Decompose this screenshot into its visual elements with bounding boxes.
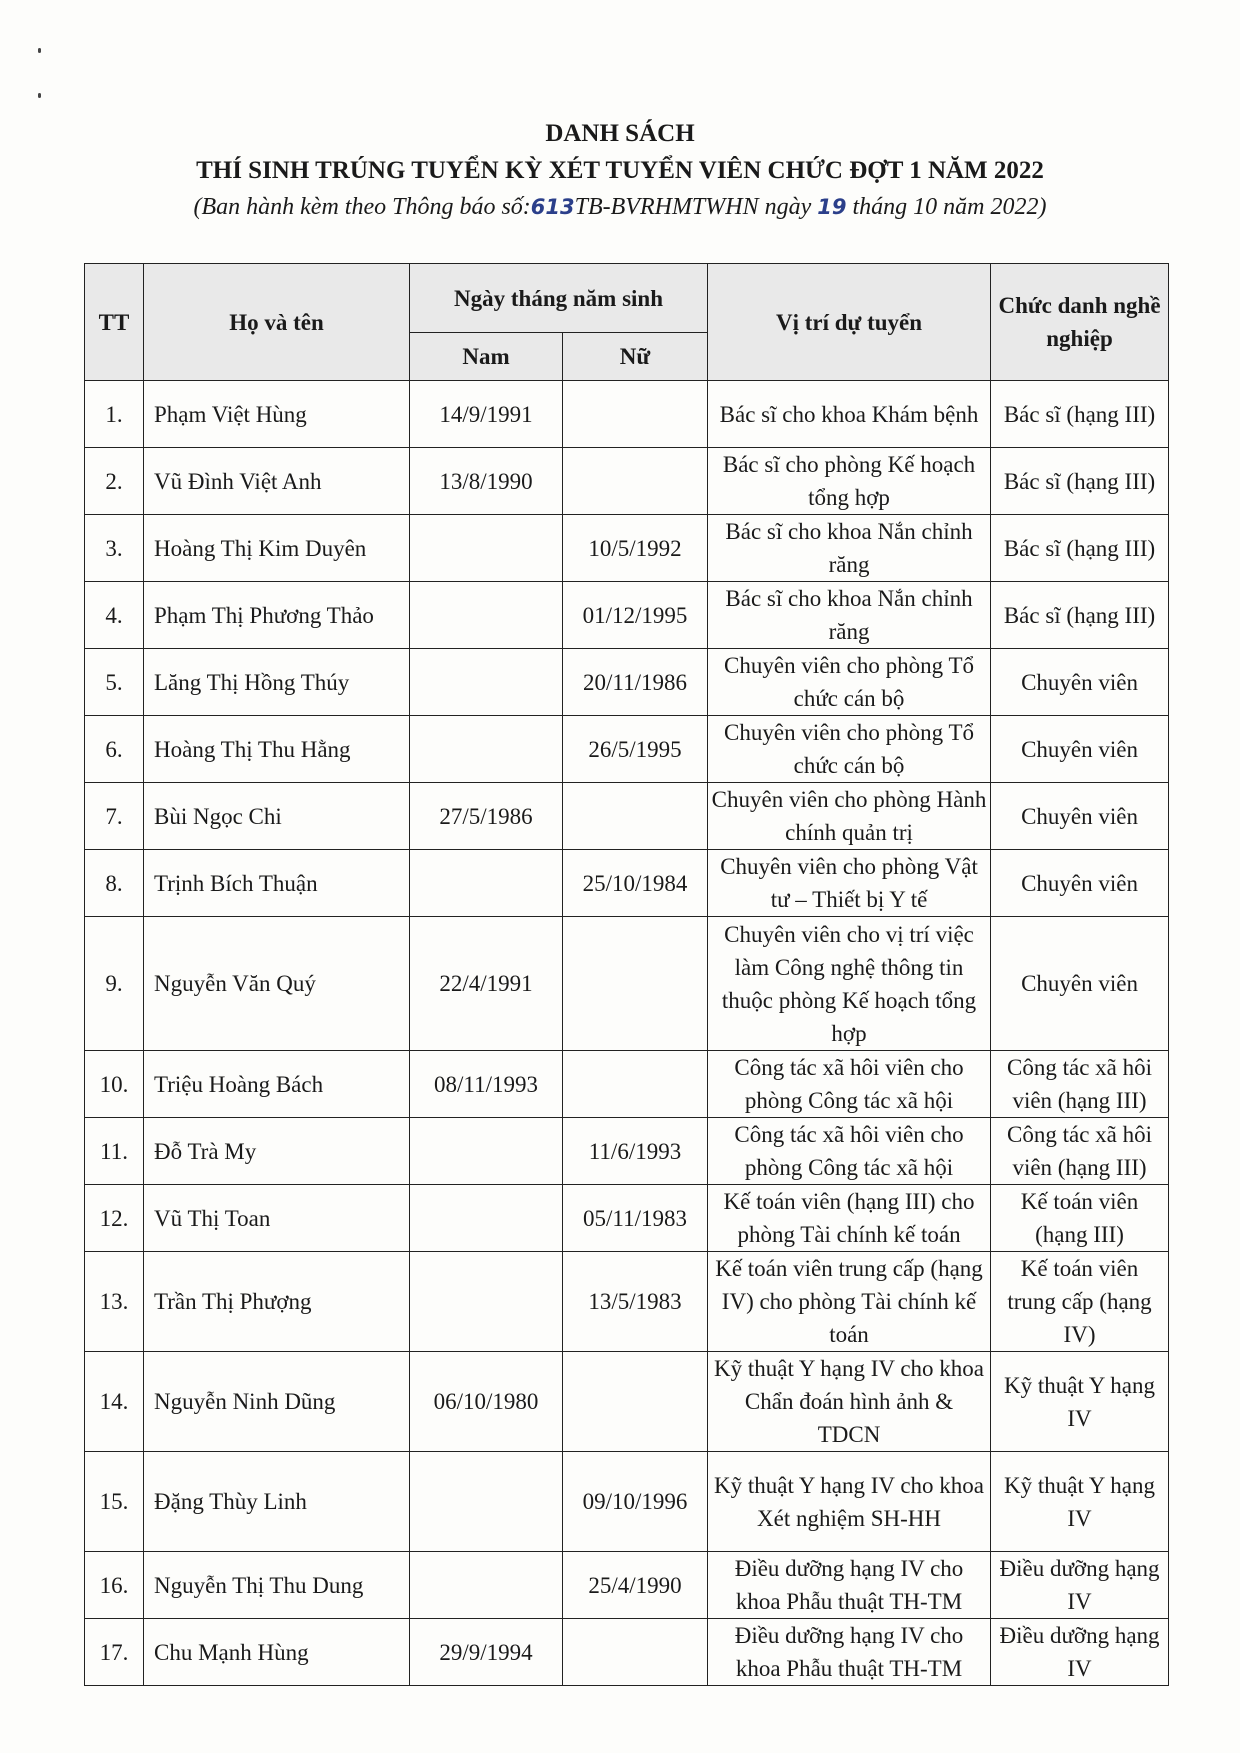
note-suffix: tháng 10 năm 2022): [846, 194, 1047, 220]
header-title: Chức danh nghề nghiệp: [991, 264, 1169, 381]
table-row: [85, 783, 1169, 850]
dob-female: 20/11/1986: [563, 649, 708, 716]
dob-male: [410, 1552, 563, 1619]
candidate-name: Chu Mạnh Hùng: [144, 1619, 410, 1686]
applied-position: Chuyên viên cho phòng Vật tư – Thiết bị Y tế: [708, 850, 991, 917]
applied-position: Công tác xã hôi viên cho phòng Công tác xã hội: [708, 1051, 991, 1118]
dob-male: [410, 1185, 563, 1252]
row-number: 15.: [85, 1452, 144, 1552]
row-number: 6.: [85, 716, 144, 783]
candidate-name: Trịnh Bích Thuận: [144, 850, 410, 917]
candidate-name: Vũ Thị Toan: [144, 1185, 410, 1252]
row-number: 13.: [85, 1252, 144, 1352]
dob-female: [563, 1051, 708, 1118]
row-number: 16.: [85, 1552, 144, 1619]
dob-male: [410, 716, 563, 783]
dob-male: [410, 1252, 563, 1352]
dob-male: [410, 515, 563, 582]
table-row: [85, 1252, 1169, 1352]
document-subtitle: THÍ SINH TRÚNG TUYỂN KỲ XÉT TUYỂN VIÊN CHỨC ĐỢT 1 NĂM 2022: [196, 157, 1044, 184]
dob-female: 26/5/1995: [563, 716, 708, 783]
row-number: 4.: [85, 582, 144, 649]
table-row: [85, 1185, 1169, 1252]
professional-title: Chuyên viên: [991, 783, 1169, 850]
candidate-name: Phạm Thị Phương Thảo: [144, 582, 410, 649]
dob-male: [410, 1118, 563, 1185]
professional-title: Kỹ thuật Y hạng IV: [991, 1352, 1169, 1452]
candidate-name: Hoàng Thị Thu Hằng: [144, 716, 410, 783]
dob-female: [563, 1352, 708, 1452]
professional-title: Chuyên viên: [991, 716, 1169, 783]
professional-title: Bác sĩ (hạng III): [991, 448, 1169, 515]
dob-male: 06/10/1980: [410, 1352, 563, 1452]
applied-position: Chuyên viên cho phòng Tổ chức cán bộ: [708, 716, 991, 783]
applied-position: Kỹ thuật Y hạng IV cho khoa Xét nghiệm SH-HH: [708, 1452, 991, 1552]
dob-female: 11/6/1993: [563, 1118, 708, 1185]
row-number: 8.: [85, 850, 144, 917]
professional-title: Chuyên viên: [991, 649, 1169, 716]
handwritten-day: 19: [817, 195, 847, 219]
dob-male: [410, 649, 563, 716]
row-number: 1.: [85, 381, 144, 448]
table-row: [85, 582, 1169, 649]
candidate-table: [84, 263, 1169, 1686]
row-number: 3.: [85, 515, 144, 582]
row-number: 17.: [85, 1619, 144, 1686]
applied-position: Kỹ thuật Y hạng IV cho khoa Chẩn đoán hình ảnh & TDCN: [708, 1352, 991, 1452]
dob-female: 13/5/1983: [563, 1252, 708, 1352]
table-row: [85, 381, 1169, 448]
row-number: 5.: [85, 649, 144, 716]
dob-female: [563, 783, 708, 850]
professional-title: Điều dưỡng hạng IV: [991, 1552, 1169, 1619]
issuance-note: [0, 190, 1240, 224]
candidate-name: Bùi Ngọc Chi: [144, 783, 410, 850]
table-row: [85, 1619, 1169, 1686]
header-tt: TT: [85, 264, 144, 381]
note-prefix: (Ban hành kèm theo Thông báo số:: [193, 194, 531, 220]
document-heading: [0, 118, 1240, 224]
dob-male: 22/4/1991: [410, 917, 563, 1051]
dob-female: 25/4/1990: [563, 1552, 708, 1619]
applied-position: Bác sĩ cho phòng Kế hoạch tổng hợp: [708, 448, 991, 515]
professional-title: Kế toán viên (hạng III): [991, 1185, 1169, 1252]
dob-female: [563, 917, 708, 1051]
dob-female: [563, 448, 708, 515]
header-position: Vị trí dự tuyển: [708, 264, 991, 381]
row-number: 14.: [85, 1352, 144, 1452]
candidate-name: Trần Thị Phượng: [144, 1252, 410, 1352]
row-number: 12.: [85, 1185, 144, 1252]
dob-male: [410, 582, 563, 649]
table-row: [85, 649, 1169, 716]
table-row: [85, 917, 1169, 1051]
header-male: Nam: [410, 333, 563, 381]
table-row: [85, 1051, 1169, 1118]
applied-position: Chuyên viên cho vị trí việc làm Công nghệ thông tin thuộc phòng Kế hoạch tổng hợp: [708, 917, 991, 1051]
header-name: Họ và tên: [144, 264, 410, 381]
applied-position: Bác sĩ cho khoa Nắn chỉnh răng: [708, 582, 991, 649]
applied-position: Điều dưỡng hạng IV cho khoa Phẫu thuật TH-TM: [708, 1552, 991, 1619]
table-row: [85, 1352, 1169, 1452]
candidate-name: Hoàng Thị Kim Duyên: [144, 515, 410, 582]
dob-female: 25/10/1984: [563, 850, 708, 917]
professional-title: Bác sĩ (hạng III): [991, 381, 1169, 448]
dob-female: 10/5/1992: [563, 515, 708, 582]
applied-position: Điều dưỡng hạng IV cho khoa Phẫu thuật TH-TM: [708, 1619, 991, 1686]
note-middle: TB-BVRHMTWHN ngày: [574, 194, 818, 220]
candidate-name: Nguyễn Ninh Dũng: [144, 1352, 410, 1452]
professional-title: Kế toán viên trung cấp (hạng IV): [991, 1252, 1169, 1352]
scan-speck: [38, 93, 41, 98]
applied-position: Bác sĩ cho khoa Nắn chỉnh răng: [708, 515, 991, 582]
candidate-name: Triệu Hoàng Bách: [144, 1051, 410, 1118]
handwritten-number: 613: [530, 195, 575, 219]
dob-female: 05/11/1983: [563, 1185, 708, 1252]
dob-female: 01/12/1995: [563, 582, 708, 649]
table-row: [85, 1552, 1169, 1619]
table-row: [85, 850, 1169, 917]
professional-title: Bác sĩ (hạng III): [991, 515, 1169, 582]
applied-position: Công tác xã hôi viên cho phòng Công tác xã hội: [708, 1118, 991, 1185]
dob-male: 13/8/1990: [410, 448, 563, 515]
row-number: 7.: [85, 783, 144, 850]
professional-title: Chuyên viên: [991, 917, 1169, 1051]
dob-male: [410, 850, 563, 917]
applied-position: Chuyên viên cho phòng Hành chính quản trị: [708, 783, 991, 850]
candidate-name: Phạm Việt Hùng: [144, 381, 410, 448]
candidate-name: Đặng Thùy Linh: [144, 1452, 410, 1552]
table-header: [85, 264, 1169, 381]
applied-position: Kế toán viên trung cấp (hạng IV) cho phòng Tài chính kế toán: [708, 1252, 991, 1352]
professional-title: Công tác xã hôi viên (hạng III): [991, 1118, 1169, 1185]
row-number: 9.: [85, 917, 144, 1051]
dob-male: [410, 1452, 563, 1552]
dob-male: 14/9/1991: [410, 381, 563, 448]
professional-title: Kỹ thuật Y hạng IV: [991, 1452, 1169, 1552]
row-number: 10.: [85, 1051, 144, 1118]
table-row: [85, 1118, 1169, 1185]
row-number: 11.: [85, 1118, 144, 1185]
table-row: [85, 716, 1169, 783]
applied-position: Chuyên viên cho phòng Tổ chức cán bộ: [708, 649, 991, 716]
professional-title: Công tác xã hôi viên (hạng III): [991, 1051, 1169, 1118]
professional-title: Chuyên viên: [991, 850, 1169, 917]
candidate-name: Nguyễn Thị Thu Dung: [144, 1552, 410, 1619]
table-body: [85, 381, 1169, 1686]
applied-position: Bác sĩ cho khoa Khám bệnh: [708, 381, 991, 448]
dob-female: 09/10/1996: [563, 1452, 708, 1552]
professional-title: Điều dưỡng hạng IV: [991, 1619, 1169, 1686]
dob-male: 29/9/1994: [410, 1619, 563, 1686]
professional-title: Bác sĩ (hạng III): [991, 582, 1169, 649]
candidate-name: Lăng Thị Hồng Thúy: [144, 649, 410, 716]
scan-speck: [38, 48, 41, 53]
applied-position: Kế toán viên (hạng III) cho phòng Tài chính kế toán: [708, 1185, 991, 1252]
dob-male: 27/5/1986: [410, 783, 563, 850]
candidate-name: Vũ Đình Việt Anh: [144, 448, 410, 515]
table-row: [85, 515, 1169, 582]
candidate-name: Đỗ Trà My: [144, 1118, 410, 1185]
dob-female: [563, 381, 708, 448]
document-title: DANH SÁCH: [545, 120, 695, 147]
dob-male: 08/11/1993: [410, 1051, 563, 1118]
header-female: Nữ: [563, 333, 708, 381]
table-row: [85, 448, 1169, 515]
row-number: 2.: [85, 448, 144, 515]
table-row: [85, 1452, 1169, 1552]
header-dob: Ngày tháng năm sinh: [410, 264, 708, 333]
dob-female: [563, 1619, 708, 1686]
candidate-name: Nguyễn Văn Quý: [144, 917, 410, 1051]
